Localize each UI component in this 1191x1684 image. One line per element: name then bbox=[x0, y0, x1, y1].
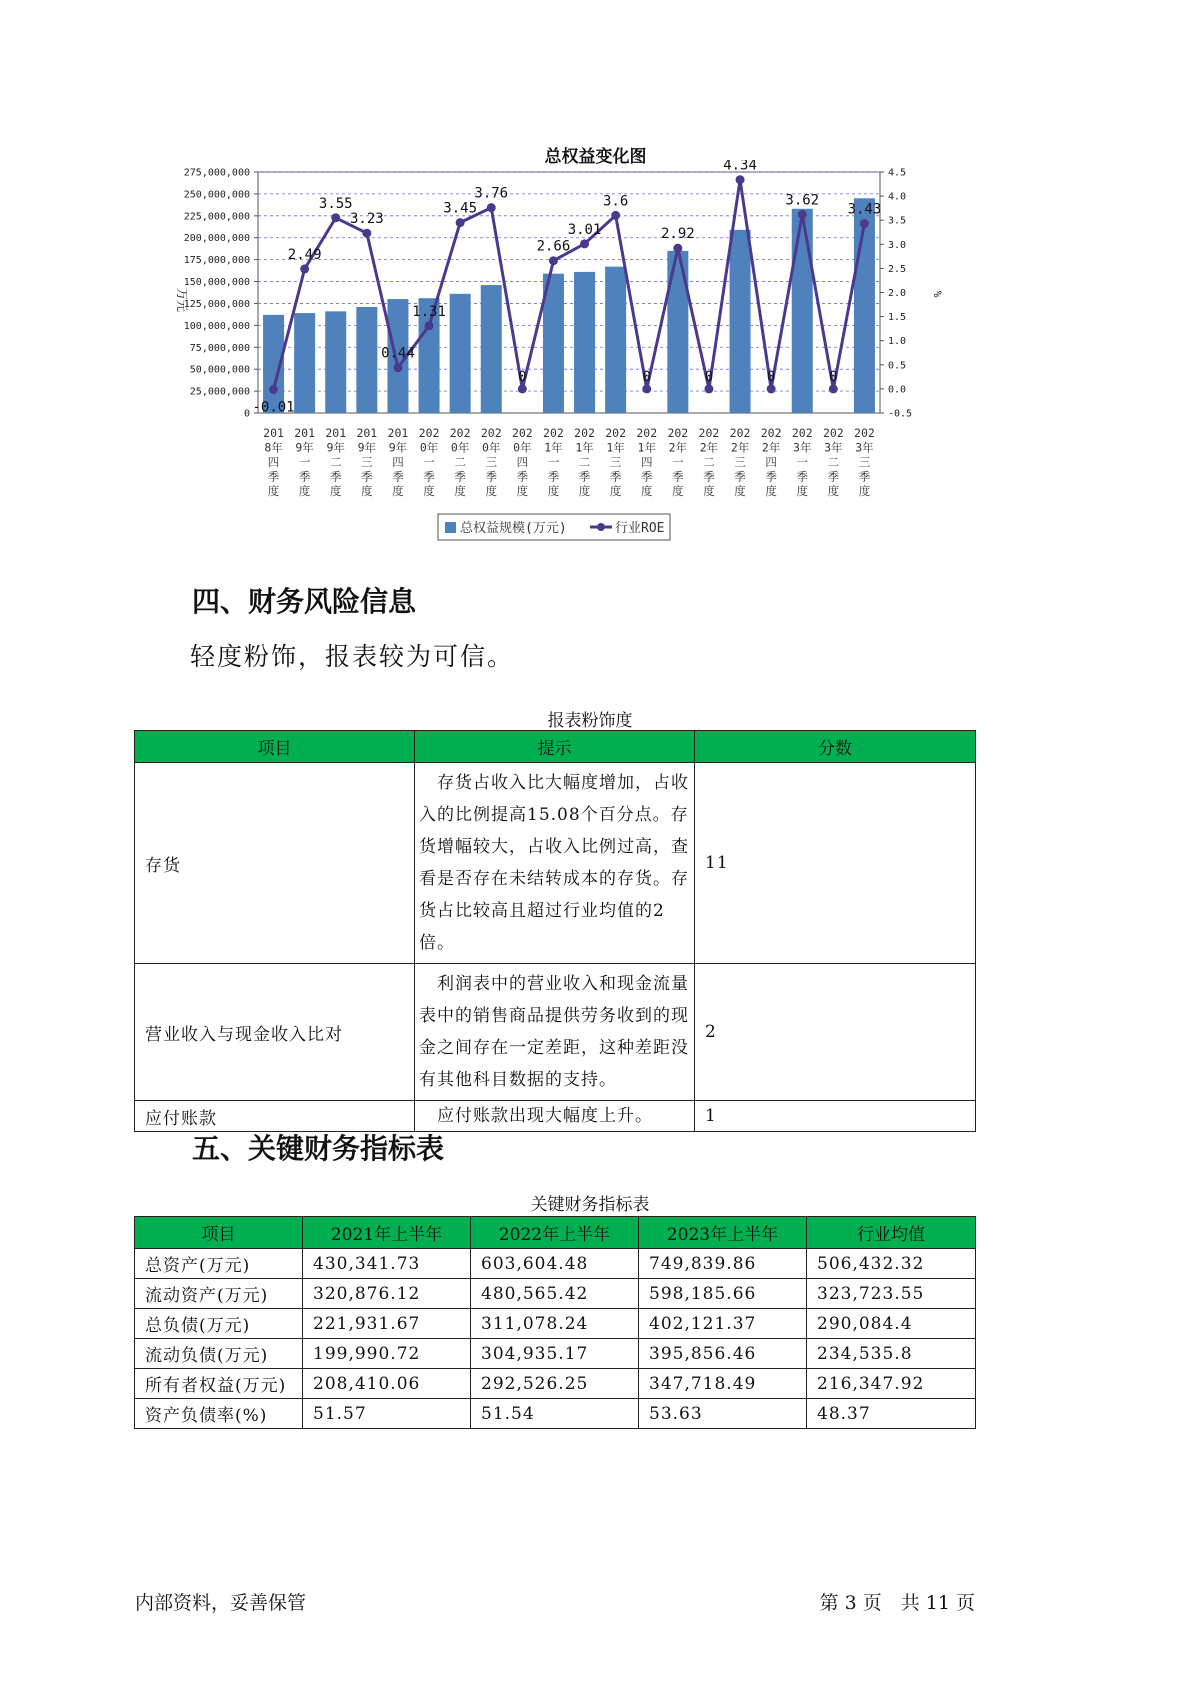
x-tick-label: 二 bbox=[578, 455, 591, 469]
left-tick-label: 0 bbox=[243, 408, 250, 420]
x-tick-label: 度 bbox=[578, 484, 591, 498]
x-tick-label: 度 bbox=[547, 484, 560, 498]
x-tick-label: 度 bbox=[330, 484, 342, 498]
x-tick-label: 季 bbox=[423, 469, 435, 484]
table-row bbox=[135, 1339, 976, 1369]
x-tick-label: 四 bbox=[267, 455, 280, 469]
risk-tip: 存货占收入比大幅度增加，占收入的比例提高15.08个百分点。存货增幅较大，占收入比例过高，查看是否存在未结转成本的存货。存货占比较高且超过行业均值的2倍。 bbox=[415, 763, 695, 964]
risk-score: 11 bbox=[695, 763, 976, 964]
risk-score: 2 bbox=[695, 964, 976, 1101]
x-tick-label: 202 bbox=[543, 426, 564, 440]
x-tick-label: 0年 bbox=[482, 440, 501, 455]
x-tick-label: 3年 bbox=[855, 440, 874, 455]
roe-point bbox=[673, 244, 682, 253]
table-row bbox=[135, 1279, 976, 1309]
key-cell: 234,535.8 bbox=[807, 1339, 976, 1369]
roe-point bbox=[393, 363, 402, 372]
x-tick-label: 季 bbox=[796, 469, 808, 484]
x-tick-label: 季 bbox=[734, 469, 746, 484]
right-tick-label: 0.5 bbox=[888, 360, 907, 372]
x-tick-label: 季 bbox=[827, 469, 840, 484]
x-tick-label: 度 bbox=[267, 484, 280, 498]
roe-point bbox=[767, 384, 776, 393]
x-tick-label: 度 bbox=[423, 484, 435, 498]
key-cell: 流动负债(万元) bbox=[135, 1339, 303, 1369]
x-tick-label: 一 bbox=[796, 455, 808, 469]
roe-data-label: 3.6 bbox=[603, 193, 629, 210]
roe-point bbox=[642, 384, 651, 393]
right-tick-label: 3.5 bbox=[888, 215, 907, 227]
x-tick-label: 0年 bbox=[513, 440, 532, 455]
x-tick-label: 202 bbox=[480, 426, 502, 440]
key-cell: 总负债(万元) bbox=[135, 1309, 303, 1339]
roe-data-label: 2.66 bbox=[536, 238, 571, 255]
table-row bbox=[135, 1249, 976, 1279]
roe-point bbox=[736, 175, 745, 184]
x-tick-label: 1年 bbox=[575, 440, 594, 455]
x-tick-label: 季 bbox=[298, 469, 311, 484]
roe-data-label: 3.55 bbox=[318, 195, 353, 212]
x-tick-label: 202 bbox=[729, 426, 751, 440]
x-tick-label: 度 bbox=[485, 484, 497, 498]
roe-data-label: 1.31 bbox=[412, 303, 446, 320]
table-row bbox=[135, 964, 976, 1101]
x-tick-label: 二 bbox=[703, 455, 715, 469]
x-tick-label: 202 bbox=[449, 426, 471, 440]
left-tick-label: 75,000,000 bbox=[189, 342, 250, 354]
x-tick-label: 1年 bbox=[637, 440, 656, 455]
left-tick-label: 225,000,000 bbox=[183, 211, 250, 223]
roe-data-label: 0 bbox=[704, 368, 714, 385]
risk-tip: 利润表中的营业收入和现金流量表中的销售商品提供劳务收到的现金之间存在一定差距，这种差距没有其他科目数据的支持。 bbox=[415, 964, 695, 1101]
key-cell: 208,410.06 bbox=[303, 1369, 471, 1399]
roe-data-label: 3.01 bbox=[567, 221, 602, 238]
roe-data-label: 3.62 bbox=[785, 192, 820, 209]
left-axis-label: 万元 bbox=[175, 287, 189, 313]
roe-point bbox=[611, 211, 620, 220]
risk-summary-text: 轻度粉饰，报表较为可信。 bbox=[190, 642, 515, 671]
x-tick-label: 2年 bbox=[668, 440, 688, 455]
roe-data-label: 0 bbox=[829, 368, 838, 385]
x-tick-label: 度 bbox=[703, 484, 715, 498]
left-tick-label: 275,000,000 bbox=[183, 167, 250, 179]
equity-bar bbox=[574, 272, 595, 413]
left-tick-label: 100,000,000 bbox=[183, 320, 250, 332]
key-cell: 311,078.24 bbox=[471, 1309, 639, 1339]
section4-heading: 四、财务风险信息 bbox=[192, 585, 417, 618]
key-cell: 323,723.55 bbox=[807, 1279, 976, 1309]
equity-bar bbox=[325, 311, 346, 413]
legend-bar-swatch bbox=[445, 522, 456, 533]
x-tick-label: 季 bbox=[392, 469, 404, 484]
x-tick-label: 202 bbox=[418, 426, 440, 440]
right-tick-label: 4.0 bbox=[888, 191, 907, 203]
x-tick-label: 度 bbox=[858, 484, 871, 498]
key-cell: 395,856.46 bbox=[639, 1339, 807, 1369]
equity-bar bbox=[450, 294, 471, 413]
left-tick-label: 25,000,000 bbox=[189, 386, 250, 398]
roe-point bbox=[425, 321, 434, 330]
key-cell: 199,990.72 bbox=[303, 1339, 471, 1369]
equity-bar bbox=[481, 285, 502, 413]
key-cell: 304,935.17 bbox=[471, 1339, 639, 1369]
x-tick-label: 度 bbox=[827, 484, 840, 498]
x-tick-label: 三 bbox=[609, 455, 622, 469]
left-tick-label: 50,000,000 bbox=[189, 364, 250, 376]
x-tick-label: 一 bbox=[547, 455, 560, 469]
legend-line-marker bbox=[597, 523, 605, 531]
x-tick-label: 二 bbox=[827, 455, 840, 469]
roe-point bbox=[300, 264, 309, 273]
x-tick-label: 季 bbox=[330, 469, 342, 484]
risk-item: 应付账款 bbox=[135, 1101, 415, 1132]
key-cell: 598,185.66 bbox=[639, 1279, 807, 1309]
x-tick-label: 202 bbox=[636, 426, 658, 440]
x-tick-label: 二 bbox=[330, 455, 342, 469]
x-tick-label: 0年 bbox=[419, 440, 439, 455]
right-tick-label: 2.0 bbox=[888, 288, 907, 299]
x-tick-label: 季 bbox=[485, 469, 497, 484]
x-tick-label: 季 bbox=[516, 469, 529, 484]
x-tick-label: 一 bbox=[672, 455, 684, 469]
key-cell: 221,931.67 bbox=[303, 1309, 471, 1339]
key-cell: 48.37 bbox=[807, 1399, 976, 1429]
key-cell: 506,432.32 bbox=[807, 1249, 976, 1279]
x-tick-label: 度 bbox=[765, 484, 777, 498]
equity-bar bbox=[730, 230, 751, 413]
roe-point bbox=[487, 203, 496, 212]
x-tick-label: 1年 bbox=[544, 440, 563, 455]
x-tick-label: 9年 bbox=[357, 440, 377, 455]
key-cell: 51.54 bbox=[471, 1399, 639, 1429]
risk-table-caption: 报表粉饰度 bbox=[547, 711, 633, 731]
x-tick-label: 三 bbox=[485, 455, 497, 469]
left-tick-label: 175,000,000 bbox=[183, 255, 250, 267]
key-table-caption: 关键财务指标表 bbox=[530, 1195, 650, 1215]
x-tick-label: 三 bbox=[361, 455, 373, 469]
roe-point bbox=[456, 218, 465, 227]
key-cell: 430,341.73 bbox=[303, 1249, 471, 1279]
roe-point bbox=[704, 384, 713, 393]
key-cell: 347,718.49 bbox=[639, 1369, 807, 1399]
x-tick-label: 二 bbox=[454, 455, 466, 469]
section5-heading: 五、关键财务指标表 bbox=[192, 1132, 445, 1165]
roe-data-label: 3.45 bbox=[443, 200, 478, 217]
key-metrics-table bbox=[134, 1216, 976, 1429]
key-header: 2023年上半年 bbox=[639, 1217, 807, 1249]
footer-page-number: 第 3 页 共 11 页 bbox=[819, 1592, 975, 1614]
x-tick-label: 季 bbox=[858, 469, 871, 484]
x-tick-label: 度 bbox=[641, 484, 653, 498]
right-tick-label: 1.5 bbox=[888, 312, 907, 324]
roe-point bbox=[269, 385, 278, 394]
x-tick-label: 季 bbox=[267, 469, 280, 484]
risk-score: 1 bbox=[695, 1101, 976, 1132]
x-tick-label: 2年 bbox=[730, 440, 750, 455]
roe-point bbox=[331, 213, 340, 222]
right-tick-label: 1.0 bbox=[888, 336, 907, 348]
roe-data-label: 0 bbox=[642, 368, 651, 385]
key-cell: 480,565.42 bbox=[471, 1279, 639, 1309]
roe-data-label: -0.01 bbox=[252, 399, 295, 416]
key-cell: 51.57 bbox=[303, 1399, 471, 1429]
x-tick-label: 度 bbox=[516, 484, 529, 498]
legend-line-label: 行业ROE bbox=[615, 521, 665, 536]
left-tick-label: 125,000,000 bbox=[183, 298, 250, 310]
right-tick-label: 0.0 bbox=[888, 384, 907, 396]
key-cell: 总资产(万元) bbox=[135, 1249, 303, 1279]
roe-point bbox=[860, 219, 869, 228]
left-tick-label: 150,000,000 bbox=[183, 277, 250, 289]
risk-header-tip: 提示 bbox=[415, 731, 695, 763]
key-header: 行业均值 bbox=[807, 1217, 976, 1249]
x-tick-label: 三 bbox=[734, 455, 746, 469]
x-tick-label: 201 bbox=[325, 426, 347, 440]
x-tick-label: 季 bbox=[672, 469, 684, 484]
roe-data-label: 0 bbox=[518, 368, 527, 385]
key-cell: 749,839.86 bbox=[639, 1249, 807, 1279]
x-tick-label: 1年 bbox=[606, 440, 625, 455]
x-tick-label: 2年 bbox=[761, 440, 781, 455]
x-tick-label: 2年 bbox=[699, 440, 719, 455]
roe-data-label: 0 bbox=[766, 368, 776, 385]
x-tick-label: 3年 bbox=[793, 440, 812, 455]
footer-left: 内部资料，妥善保管 bbox=[135, 1592, 307, 1614]
key-header: 项目 bbox=[135, 1217, 303, 1249]
left-tick-label: 200,000,000 bbox=[183, 233, 250, 245]
x-tick-label: 202 bbox=[854, 426, 875, 440]
x-tick-label: 9年 bbox=[326, 440, 345, 455]
equity-bar bbox=[605, 267, 626, 413]
legend-bar-label: 总权益规模(万元) bbox=[460, 521, 567, 536]
x-tick-label: 一 bbox=[423, 455, 435, 469]
roe-data-label: 3.23 bbox=[349, 211, 384, 228]
roe-point bbox=[549, 256, 558, 265]
x-tick-label: 8年 bbox=[264, 440, 283, 455]
x-tick-label: 三 bbox=[858, 455, 871, 469]
key-header: 2021年上半年 bbox=[303, 1217, 471, 1249]
key-cell: 603,604.48 bbox=[471, 1249, 639, 1279]
roe-data-label: 2.49 bbox=[287, 246, 322, 263]
x-tick-label: 季 bbox=[703, 469, 715, 484]
table-row bbox=[135, 1399, 976, 1429]
risk-header-score: 分数 bbox=[695, 731, 976, 763]
x-tick-label: 201 bbox=[387, 426, 409, 440]
roe-point bbox=[518, 384, 527, 393]
x-tick-label: 202 bbox=[698, 426, 720, 440]
chart-title: 总权益变化图 bbox=[544, 147, 647, 167]
x-tick-label: 201 bbox=[356, 426, 378, 440]
x-tick-label: 201 bbox=[263, 426, 284, 440]
x-tick-label: 度 bbox=[796, 484, 808, 498]
risk-item: 营业收入与现金收入比对 bbox=[135, 964, 415, 1101]
x-tick-label: 度 bbox=[734, 484, 746, 498]
roe-data-label: 3.76 bbox=[474, 185, 509, 202]
key-cell: 292,526.25 bbox=[471, 1369, 639, 1399]
equity-bar bbox=[294, 313, 315, 413]
x-tick-label: 202 bbox=[760, 426, 782, 440]
key-cell: 320,876.12 bbox=[303, 1279, 471, 1309]
x-tick-label: 度 bbox=[454, 484, 466, 498]
x-tick-label: 季 bbox=[547, 469, 560, 484]
x-tick-label: 201 bbox=[294, 426, 316, 440]
equity-bar bbox=[356, 307, 377, 413]
risk-table bbox=[134, 730, 976, 1132]
roe-point bbox=[798, 210, 807, 219]
x-tick-label: 四 bbox=[641, 455, 653, 469]
key-cell: 216,347.92 bbox=[807, 1369, 976, 1399]
x-tick-label: 0年 bbox=[450, 440, 470, 455]
x-tick-label: 202 bbox=[822, 426, 844, 440]
x-tick-label: 9年 bbox=[388, 440, 408, 455]
x-tick-label: 度 bbox=[392, 484, 404, 498]
x-tick-label: 季 bbox=[641, 469, 653, 484]
key-cell: 53.63 bbox=[639, 1399, 807, 1429]
right-tick-label: -0.5 bbox=[888, 408, 913, 420]
roe-data-label: 2.92 bbox=[660, 226, 695, 243]
x-tick-label: 四 bbox=[765, 455, 777, 469]
roe-data-label: 3.43 bbox=[847, 201, 882, 218]
key-header: 2022年上半年 bbox=[471, 1217, 639, 1249]
key-cell: 290,084.4 bbox=[807, 1309, 976, 1339]
right-tick-label: 4.5 bbox=[888, 167, 907, 179]
x-tick-label: 202 bbox=[574, 426, 595, 440]
roe-data-label: 0.44 bbox=[381, 345, 415, 362]
right-tick-label: 2.5 bbox=[888, 263, 907, 275]
key-cell: 资产负债率(%) bbox=[135, 1399, 303, 1429]
x-tick-label: 季 bbox=[454, 469, 466, 484]
x-tick-label: 四 bbox=[516, 455, 529, 469]
roe-data-label: 4.34 bbox=[723, 160, 757, 174]
risk-header-item: 项目 bbox=[135, 731, 415, 763]
key-cell: 402,121.37 bbox=[639, 1309, 807, 1339]
right-axis-label: % bbox=[931, 290, 944, 298]
x-tick-label: 202 bbox=[605, 426, 627, 440]
table-row bbox=[135, 1369, 976, 1399]
x-tick-label: 季 bbox=[765, 469, 777, 484]
x-tick-label: 度 bbox=[298, 484, 311, 498]
x-tick-label: 季 bbox=[578, 469, 591, 484]
x-tick-label: 202 bbox=[667, 426, 689, 440]
right-tick-label: 3.0 bbox=[888, 239, 907, 251]
x-tick-label: 季 bbox=[609, 469, 622, 484]
equity-bar bbox=[792, 209, 813, 413]
x-tick-label: 季 bbox=[361, 469, 373, 484]
roe-point bbox=[829, 384, 838, 393]
table-row bbox=[135, 763, 976, 964]
x-tick-label: 一 bbox=[298, 455, 311, 469]
x-tick-label: 9年 bbox=[295, 440, 314, 455]
x-tick-label: 3年 bbox=[824, 440, 843, 455]
key-cell: 所有者权益(万元) bbox=[135, 1369, 303, 1399]
roe-point bbox=[580, 239, 589, 248]
x-tick-label: 202 bbox=[791, 426, 813, 440]
risk-item: 存货 bbox=[135, 763, 415, 964]
x-tick-label: 202 bbox=[511, 426, 533, 440]
risk-tip: 应付账款出现大幅度上升。 bbox=[415, 1101, 695, 1132]
equity-chart bbox=[160, 160, 960, 590]
left-tick-label: 250,000,000 bbox=[183, 189, 250, 201]
x-tick-label: 度 bbox=[609, 484, 622, 498]
key-cell: 流动资产(万元) bbox=[135, 1279, 303, 1309]
x-tick-label: 度 bbox=[361, 484, 373, 498]
x-tick-label: 度 bbox=[672, 484, 684, 498]
x-tick-label: 四 bbox=[392, 455, 404, 469]
table-row bbox=[135, 1309, 976, 1339]
roe-point bbox=[362, 229, 371, 238]
